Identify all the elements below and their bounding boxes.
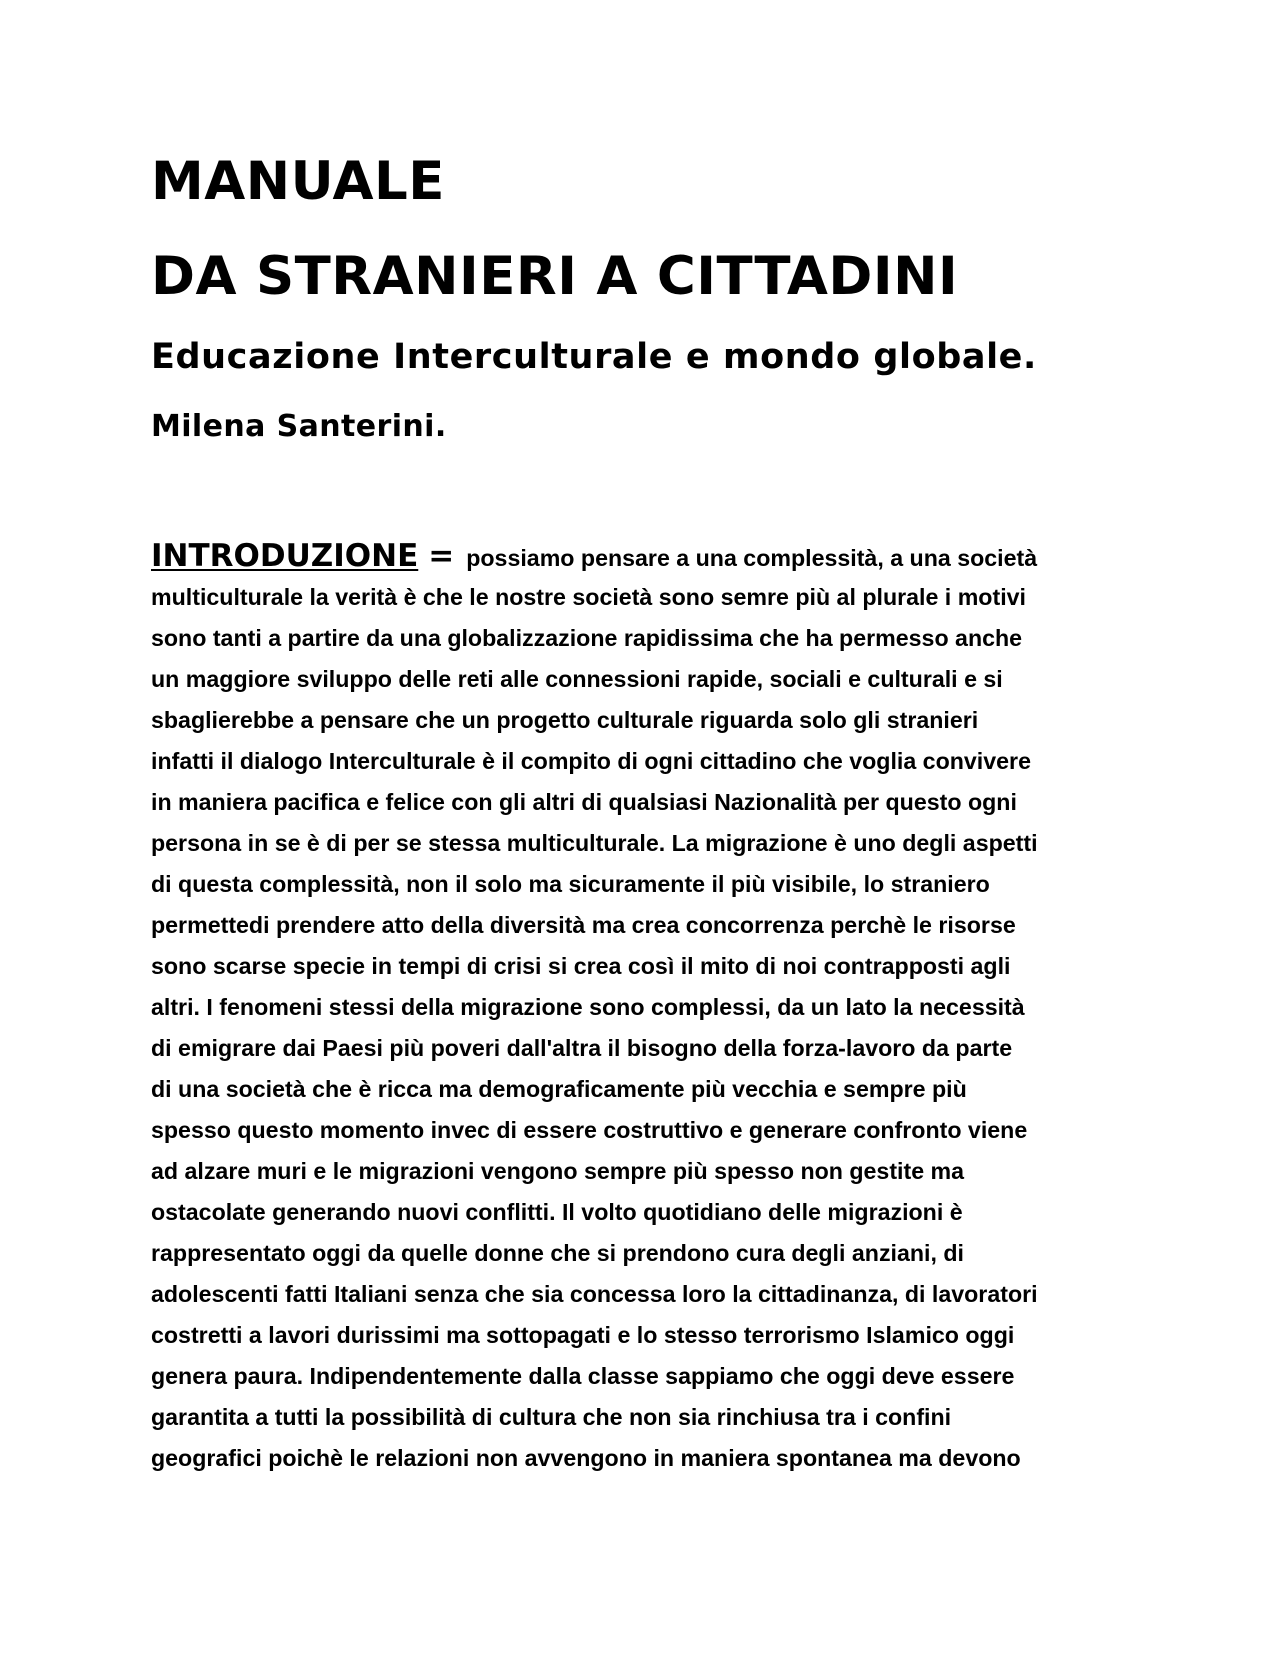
text-line: rappresentato oggi da quelle donne che si prendono cura degli anziani, di [151, 1240, 964, 1266]
document-title-line-1: MANUALE [151, 151, 446, 212]
introduction-separator: = [428, 538, 455, 574]
text-line: ostacolate generando nuovi conflitti. Il volto quotidiano delle migrazioni è [151, 1199, 963, 1225]
text-line: geografici poichè le relazioni non avvengono in maniera spontanea ma devono [151, 1445, 1021, 1471]
text-line: persona in se è di per se stessa multiculturale. La migrazione è uno degli aspetti [151, 830, 1038, 856]
text-line: di questa complessità, non il solo ma sicuramente il più visibile, lo straniero [151, 871, 990, 897]
text-line: genera paura. Indipendentemente dalla classe sappiamo che oggi deve essere [151, 1363, 1015, 1389]
text-line: spesso questo momento invec di essere costruttivo e generare confronto viene [151, 1117, 1028, 1143]
text-line: costretti a lavori durissimi ma sottopagati e lo stesso terrorismo Islamico oggi [151, 1322, 1015, 1348]
text-line: sono scarse specie in tempi di crisi si crea così il mito di noi contrapposti agli [151, 953, 1011, 979]
introduction-heading: INTRODUZIONE [151, 538, 419, 574]
text-line: infatti il dialogo Interculturale è il compito di ogni cittadino che voglia convivere [151, 748, 1031, 774]
document-author: Milena Santerini. [151, 409, 447, 444]
text-line: in maniera pacifica e felice con gli altri di qualsiasi Nazionalità per questo ogni [151, 789, 1017, 815]
text-line: multiculturale la verità è che le nostre società sono semre più al plurale i motivi [151, 584, 1026, 610]
text-line: di una società che è ricca ma demograficamente più vecchia e sempre più [151, 1076, 967, 1102]
text-line: sbaglierebbe a pensare che un progetto culturale riguarda solo gli stranieri [151, 707, 979, 733]
text-line: adolescenti fatti Italiani senza che sia concessa loro la cittadinanza, di lavoratori [151, 1281, 1038, 1307]
text-line: sono tanti a partire da una globalizzazione rapidissima che ha permesso anche [151, 625, 1023, 651]
text-line: altri. I fenomeni stessi della migrazione sono complessi, da un lato la necessità [151, 994, 1025, 1020]
introduction-paragraph [151, 536, 1131, 1479]
text-line: ad alzare muri e le migrazioni vengono sempre più spesso non gestite ma [151, 1158, 965, 1184]
document-subtitle: Educazione Interculturale e mondo globale. [151, 337, 1037, 377]
document-title-line-2: DA STRANIERI A CITTADINI [151, 246, 959, 307]
introduction-first-line-text: possiamo pensare a una complessità, a una società [466, 545, 1038, 571]
text-line: permettedi prendere atto della diversità ma crea concorrenza perchè le risorse [151, 912, 1016, 938]
text-line: di emigrare dai Paesi più poveri dall'altra il bisogno della forza-lavoro da parte [151, 1035, 1013, 1061]
text-line: un maggiore sviluppo delle reti alle connessioni rapide, sociali e culturali e si [151, 666, 1003, 692]
text-line: garantita a tutti la possibilità di cultura che non sia rinchiusa tra i confini [151, 1404, 952, 1430]
introduction-first-line [151, 536, 1131, 577]
